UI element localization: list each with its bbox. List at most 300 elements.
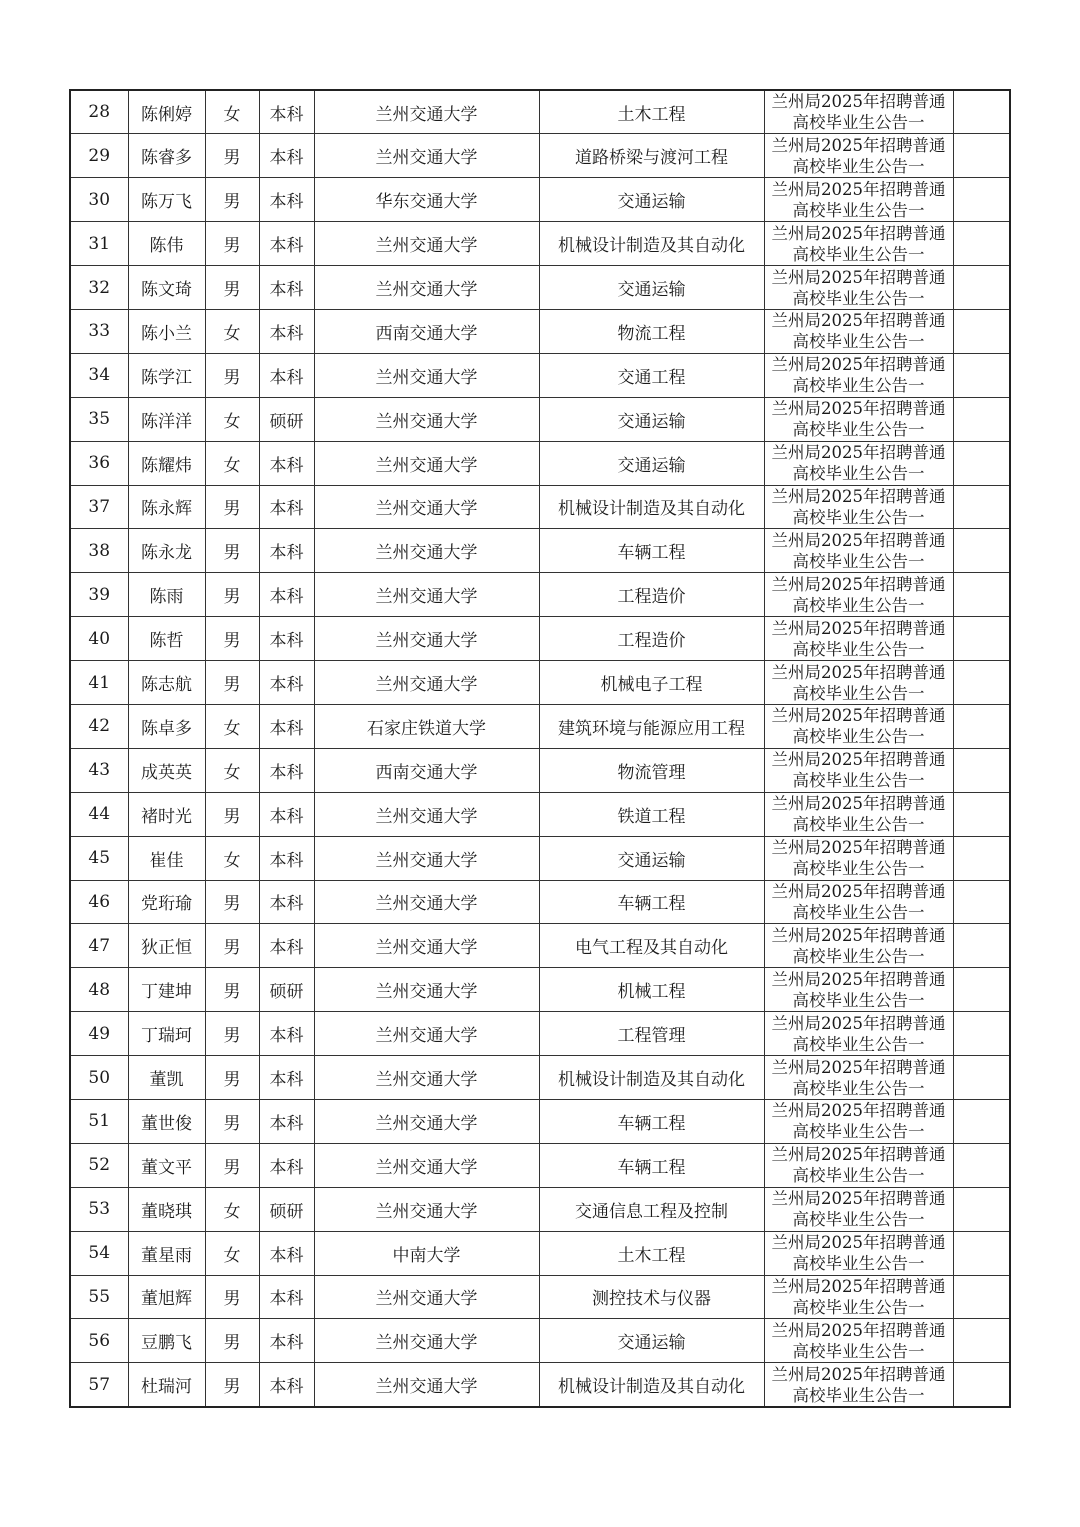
cell-name: 陈学江: [128, 353, 205, 397]
notice-line-2: 高校毕业生公告一: [792, 244, 925, 264]
cell-school: 华东交通大学: [314, 178, 539, 222]
cell-notice: [764, 924, 953, 968]
cell-school: 兰州交通大学: [314, 1143, 539, 1187]
cell-major: 机械电子工程: [539, 661, 764, 705]
table-row: [70, 309, 1010, 353]
cell-school: 中南大学: [314, 1231, 539, 1275]
cell-notice: [764, 222, 953, 266]
cell-school: 兰州交通大学: [314, 1099, 539, 1143]
cell-notice: [764, 1143, 953, 1187]
cell-number: 49: [70, 1012, 128, 1056]
cell-major: 物流工程: [539, 309, 764, 353]
cell-school: 兰州交通大学: [314, 90, 539, 134]
cell-major: 机械设计制造及其自动化: [539, 1363, 764, 1407]
cell-school: 石家庄铁道大学: [314, 704, 539, 748]
cell-degree: 本科: [259, 309, 314, 353]
cell-name: 董凯: [128, 1056, 205, 1100]
notice-line-2: 高校毕业生公告一: [792, 200, 925, 220]
cell-school: 兰州交通大学: [314, 397, 539, 441]
notice-line-1: 兰州局2025年招聘普通: [771, 443, 946, 463]
cell-remark: [953, 880, 1010, 924]
cell-degree: 本科: [259, 222, 314, 266]
notice-line-1: 兰州局2025年招聘普通: [771, 750, 946, 770]
table-row: [70, 1143, 1010, 1187]
cell-major: 道路桥梁与渡河工程: [539, 134, 764, 178]
cell-degree: 本科: [259, 353, 314, 397]
cell-degree: 本科: [259, 573, 314, 617]
cell-notice: [764, 748, 953, 792]
notice-line-1: 兰州局2025年招聘普通: [771, 1320, 946, 1340]
table-row: [70, 222, 1010, 266]
table-row: [70, 397, 1010, 441]
cell-degree: 本科: [259, 134, 314, 178]
notice-line-2: 高校毕业生公告一: [792, 1254, 925, 1274]
table-row: [70, 1099, 1010, 1143]
notice-line-2: 高校毕业生公告一: [792, 332, 925, 352]
notice-line-2: 高校毕业生公告一: [792, 1341, 925, 1361]
cell-remark: [953, 1143, 1010, 1187]
cell-degree: 本科: [259, 924, 314, 968]
notice-line-2: 高校毕业生公告一: [792, 1122, 925, 1142]
cell-major: 交通信息工程及控制: [539, 1187, 764, 1231]
cell-name: 成英英: [128, 748, 205, 792]
cell-gender: 男: [205, 222, 259, 266]
cell-notice: [764, 397, 953, 441]
notice-line-2: 高校毕业生公告一: [792, 595, 925, 615]
table-row: [70, 90, 1010, 134]
cell-notice: [764, 309, 953, 353]
notice-line-1: 兰州局2025年招聘普通: [771, 355, 946, 375]
cell-notice: [764, 1056, 953, 1100]
cell-remark: [953, 134, 1010, 178]
table-row: [70, 968, 1010, 1012]
cell-number: 44: [70, 792, 128, 836]
cell-school: 西南交通大学: [314, 748, 539, 792]
cell-gender: 男: [205, 792, 259, 836]
cell-name: 陈伟: [128, 222, 205, 266]
cell-major: 测控技术与仪器: [539, 1275, 764, 1319]
cell-school: 兰州交通大学: [314, 968, 539, 1012]
cell-degree: 本科: [259, 1275, 314, 1319]
cell-name: 杜瑞河: [128, 1363, 205, 1407]
cell-school: 兰州交通大学: [314, 529, 539, 573]
cell-major: 车辆工程: [539, 1099, 764, 1143]
notice-line-1: 兰州局2025年招聘普通: [771, 1101, 946, 1121]
cell-notice: [764, 1012, 953, 1056]
cell-number: 31: [70, 222, 128, 266]
cell-degree: 硕研: [259, 397, 314, 441]
cell-name: 陈哲: [128, 617, 205, 661]
cell-major: 土木工程: [539, 90, 764, 134]
notice-line-1: 兰州局2025年招聘普通: [771, 486, 946, 506]
cell-major: 工程管理: [539, 1012, 764, 1056]
cell-number: 52: [70, 1143, 128, 1187]
cell-remark: [953, 178, 1010, 222]
table-row: [70, 1012, 1010, 1056]
cell-major: 电气工程及其自动化: [539, 924, 764, 968]
notice-line-1: 兰州局2025年招聘普通: [771, 1276, 946, 1296]
cell-notice: [764, 836, 953, 880]
notice-line-2: 高校毕业生公告一: [792, 683, 925, 703]
cell-number: 39: [70, 573, 128, 617]
cell-remark: [953, 836, 1010, 880]
notice-line-1: 兰州局2025年招聘普通: [771, 706, 946, 726]
cell-number: 46: [70, 880, 128, 924]
cell-major: 机械设计制造及其自动化: [539, 485, 764, 529]
cell-number: 48: [70, 968, 128, 1012]
cell-name: 陈永龙: [128, 529, 205, 573]
notice-line-1: 兰州局2025年招聘普通: [771, 92, 946, 112]
cell-notice: [764, 90, 953, 134]
notice-line-1: 兰州局2025年招聘普通: [771, 311, 946, 331]
cell-remark: [953, 266, 1010, 310]
cell-degree: 本科: [259, 792, 314, 836]
notice-line-1: 兰州局2025年招聘普通: [771, 969, 946, 989]
cell-name: 丁建坤: [128, 968, 205, 1012]
cell-notice: [764, 529, 953, 573]
cell-school: 西南交通大学: [314, 309, 539, 353]
cell-name: 董旭辉: [128, 1275, 205, 1319]
cell-school: 兰州交通大学: [314, 485, 539, 529]
table-row: [70, 1056, 1010, 1100]
cell-number: 35: [70, 397, 128, 441]
cell-name: 董星雨: [128, 1231, 205, 1275]
cell-notice: [764, 1363, 953, 1407]
cell-notice: [764, 617, 953, 661]
cell-remark: [953, 441, 1010, 485]
cell-name: 董文平: [128, 1143, 205, 1187]
cell-school: 兰州交通大学: [314, 836, 539, 880]
cell-remark: [953, 485, 1010, 529]
table-row: [70, 441, 1010, 485]
cell-gender: 男: [205, 924, 259, 968]
cell-name: 陈万飞: [128, 178, 205, 222]
cell-degree: 本科: [259, 266, 314, 310]
cell-notice: [764, 968, 953, 1012]
cell-number: 32: [70, 266, 128, 310]
cell-number: 37: [70, 485, 128, 529]
cell-degree: 本科: [259, 1099, 314, 1143]
cell-gender: 男: [205, 1275, 259, 1319]
cell-notice: [764, 1319, 953, 1363]
cell-notice: [764, 353, 953, 397]
cell-remark: [953, 529, 1010, 573]
cell-name: 陈卓多: [128, 704, 205, 748]
cell-major: 交通运输: [539, 441, 764, 485]
notice-line-1: 兰州局2025年招聘普通: [771, 179, 946, 199]
cell-remark: [953, 792, 1010, 836]
cell-degree: 本科: [259, 617, 314, 661]
table-row: [70, 792, 1010, 836]
cell-number: 33: [70, 309, 128, 353]
notice-line-2: 高校毕业生公告一: [792, 815, 925, 835]
cell-number: 51: [70, 1099, 128, 1143]
cell-number: 38: [70, 529, 128, 573]
table-row: [70, 529, 1010, 573]
cell-number: 43: [70, 748, 128, 792]
cell-school: 兰州交通大学: [314, 1187, 539, 1231]
cell-name: 崔佳: [128, 836, 205, 880]
cell-major: 铁道工程: [539, 792, 764, 836]
cell-gender: 男: [205, 880, 259, 924]
cell-remark: [953, 661, 1010, 705]
cell-remark: [953, 924, 1010, 968]
cell-remark: [953, 704, 1010, 748]
cell-name: 陈永辉: [128, 485, 205, 529]
cell-gender: 男: [205, 617, 259, 661]
cell-gender: 男: [205, 1319, 259, 1363]
notice-line-2: 高校毕业生公告一: [792, 990, 925, 1010]
cell-gender: 女: [205, 441, 259, 485]
notice-line-1: 兰州局2025年招聘普通: [771, 1013, 946, 1033]
notice-line-1: 兰州局2025年招聘普通: [771, 662, 946, 682]
notice-line-2: 高校毕业生公告一: [792, 464, 925, 484]
cell-name: 陈小兰: [128, 309, 205, 353]
cell-major: 交通工程: [539, 353, 764, 397]
cell-gender: 女: [205, 309, 259, 353]
table-row: [70, 836, 1010, 880]
cell-remark: [953, 90, 1010, 134]
cell-remark: [953, 617, 1010, 661]
cell-gender: 女: [205, 836, 259, 880]
cell-remark: [953, 1319, 1010, 1363]
cell-school: 兰州交通大学: [314, 441, 539, 485]
cell-major: 土木工程: [539, 1231, 764, 1275]
cell-degree: 本科: [259, 1012, 314, 1056]
cell-school: 兰州交通大学: [314, 880, 539, 924]
cell-school: 兰州交通大学: [314, 924, 539, 968]
cell-name: 陈雨: [128, 573, 205, 617]
cell-remark: [953, 748, 1010, 792]
cell-major: 机械设计制造及其自动化: [539, 222, 764, 266]
cell-remark: [953, 397, 1010, 441]
cell-degree: 本科: [259, 178, 314, 222]
cell-school: 兰州交通大学: [314, 617, 539, 661]
notice-line-2: 高校毕业生公告一: [792, 859, 925, 879]
cell-gender: 男: [205, 485, 259, 529]
cell-notice: [764, 1275, 953, 1319]
notice-line-1: 兰州局2025年招聘普通: [771, 618, 946, 638]
cell-gender: 男: [205, 134, 259, 178]
cell-major: 车辆工程: [539, 1143, 764, 1187]
cell-notice: [764, 573, 953, 617]
cell-remark: [953, 573, 1010, 617]
notice-line-2: 高校毕业生公告一: [792, 1166, 925, 1186]
cell-name: 陈耀炜: [128, 441, 205, 485]
cell-number: 45: [70, 836, 128, 880]
cell-remark: [953, 222, 1010, 266]
cell-gender: 男: [205, 266, 259, 310]
cell-gender: 男: [205, 353, 259, 397]
notice-line-1: 兰州局2025年招聘普通: [771, 1145, 946, 1165]
cell-degree: 本科: [259, 485, 314, 529]
cell-major: 机械工程: [539, 968, 764, 1012]
cell-number: 28: [70, 90, 128, 134]
table-row: [70, 1187, 1010, 1231]
cell-major: 物流管理: [539, 748, 764, 792]
cell-school: 兰州交通大学: [314, 1275, 539, 1319]
notice-line-2: 高校毕业生公告一: [792, 551, 925, 571]
table-row: [70, 134, 1010, 178]
notice-line-2: 高校毕业生公告一: [792, 1385, 925, 1405]
cell-name: 陈俐婷: [128, 90, 205, 134]
table-row: [70, 617, 1010, 661]
cell-gender: 女: [205, 397, 259, 441]
cell-degree: 本科: [259, 704, 314, 748]
cell-notice: [764, 134, 953, 178]
cell-degree: 硕研: [259, 1187, 314, 1231]
cell-number: 55: [70, 1275, 128, 1319]
cell-number: 34: [70, 353, 128, 397]
cell-name: 褚时光: [128, 792, 205, 836]
cell-name: 党珩瑜: [128, 880, 205, 924]
notice-line-2: 高校毕业生公告一: [792, 946, 925, 966]
cell-gender: 女: [205, 748, 259, 792]
cell-name: 董晓琪: [128, 1187, 205, 1231]
cell-major: 车辆工程: [539, 880, 764, 924]
cell-number: 30: [70, 178, 128, 222]
cell-degree: 硕研: [259, 968, 314, 1012]
cell-school: 兰州交通大学: [314, 792, 539, 836]
cell-number: 42: [70, 704, 128, 748]
cell-notice: [764, 485, 953, 529]
notice-line-2: 高校毕业生公告一: [792, 727, 925, 747]
cell-notice: [764, 1187, 953, 1231]
notice-line-2: 高校毕业生公告一: [792, 156, 925, 176]
cell-gender: 男: [205, 968, 259, 1012]
notice-line-2: 高校毕业生公告一: [792, 1034, 925, 1054]
table-row: [70, 704, 1010, 748]
notice-line-2: 高校毕业生公告一: [792, 771, 925, 791]
notice-line-1: 兰州局2025年招聘普通: [771, 530, 946, 550]
cell-name: 陈文琦: [128, 266, 205, 310]
cell-remark: [953, 1099, 1010, 1143]
candidate-table: [69, 89, 1011, 1408]
cell-remark: [953, 1187, 1010, 1231]
cell-gender: 男: [205, 178, 259, 222]
cell-number: 47: [70, 924, 128, 968]
cell-number: 29: [70, 134, 128, 178]
cell-remark: [953, 353, 1010, 397]
cell-school: 兰州交通大学: [314, 222, 539, 266]
cell-name: 陈洋洋: [128, 397, 205, 441]
cell-notice: [764, 1231, 953, 1275]
table-row: [70, 485, 1010, 529]
notice-line-1: 兰州局2025年招聘普通: [771, 135, 946, 155]
cell-school: 兰州交通大学: [314, 353, 539, 397]
cell-major: 交通运输: [539, 836, 764, 880]
cell-number: 50: [70, 1056, 128, 1100]
cell-school: 兰州交通大学: [314, 1056, 539, 1100]
notice-line-1: 兰州局2025年招聘普通: [771, 223, 946, 243]
cell-notice: [764, 661, 953, 705]
notice-line-2: 高校毕业生公告一: [792, 507, 925, 527]
cell-major: 机械设计制造及其自动化: [539, 1056, 764, 1100]
cell-gender: 女: [205, 1187, 259, 1231]
notice-line-1: 兰州局2025年招聘普通: [771, 1189, 946, 1209]
table-row: [70, 266, 1010, 310]
cell-gender: 女: [205, 704, 259, 748]
notice-line-1: 兰州局2025年招聘普通: [771, 399, 946, 419]
cell-notice: [764, 266, 953, 310]
cell-number: 40: [70, 617, 128, 661]
cell-school: 兰州交通大学: [314, 1363, 539, 1407]
notice-line-2: 高校毕业生公告一: [792, 1210, 925, 1230]
cell-major: 交通运输: [539, 397, 764, 441]
cell-name: 董世俊: [128, 1099, 205, 1143]
notice-line-2: 高校毕业生公告一: [792, 902, 925, 922]
cell-gender: 男: [205, 573, 259, 617]
notice-line-1: 兰州局2025年招聘普通: [771, 881, 946, 901]
notice-line-2: 高校毕业生公告一: [792, 420, 925, 440]
table-row: [70, 661, 1010, 705]
cell-gender: 男: [205, 1056, 259, 1100]
candidate-table-body: [70, 90, 1010, 1407]
notice-line-1: 兰州局2025年招聘普通: [771, 1364, 946, 1384]
cell-degree: 本科: [259, 529, 314, 573]
cell-major: 交通运输: [539, 266, 764, 310]
cell-number: 41: [70, 661, 128, 705]
cell-remark: [953, 309, 1010, 353]
notice-line-2: 高校毕业生公告一: [792, 113, 925, 133]
cell-degree: 本科: [259, 1363, 314, 1407]
notice-line-1: 兰州局2025年招聘普通: [771, 794, 946, 814]
cell-name: 豆鹏飞: [128, 1319, 205, 1363]
table-row: [70, 1363, 1010, 1407]
table-row: [70, 353, 1010, 397]
table-row: [70, 748, 1010, 792]
cell-gender: 男: [205, 1012, 259, 1056]
cell-degree: 本科: [259, 1143, 314, 1187]
cell-notice: [764, 880, 953, 924]
table-row: [70, 178, 1010, 222]
cell-name: 丁瑞珂: [128, 1012, 205, 1056]
cell-major: 工程造价: [539, 573, 764, 617]
cell-name: 陈睿多: [128, 134, 205, 178]
cell-gender: 男: [205, 529, 259, 573]
notice-line-2: 高校毕业生公告一: [792, 376, 925, 396]
notice-line-1: 兰州局2025年招聘普通: [771, 267, 946, 287]
cell-number: 54: [70, 1231, 128, 1275]
cell-number: 53: [70, 1187, 128, 1231]
cell-number: 36: [70, 441, 128, 485]
cell-number: 57: [70, 1363, 128, 1407]
cell-notice: [764, 441, 953, 485]
notice-line-2: 高校毕业生公告一: [792, 639, 925, 659]
table-row: [70, 880, 1010, 924]
cell-degree: 本科: [259, 1056, 314, 1100]
cell-remark: [953, 1363, 1010, 1407]
cell-remark: [953, 1056, 1010, 1100]
cell-degree: 本科: [259, 90, 314, 134]
table-row: [70, 924, 1010, 968]
cell-degree: 本科: [259, 661, 314, 705]
cell-gender: 男: [205, 1363, 259, 1407]
cell-gender: 男: [205, 1099, 259, 1143]
cell-major: 建筑环境与能源应用工程: [539, 704, 764, 748]
cell-major: 交通运输: [539, 1319, 764, 1363]
cell-degree: 本科: [259, 1231, 314, 1275]
notice-line-1: 兰州局2025年招聘普通: [771, 1057, 946, 1077]
notice-line-2: 高校毕业生公告一: [792, 288, 925, 308]
table-row: [70, 1231, 1010, 1275]
table-row: [70, 1275, 1010, 1319]
cell-notice: [764, 792, 953, 836]
notice-line-2: 高校毕业生公告一: [792, 1078, 925, 1098]
cell-name: 狄正恒: [128, 924, 205, 968]
cell-school: 兰州交通大学: [314, 134, 539, 178]
notice-line-2: 高校毕业生公告一: [792, 1297, 925, 1317]
